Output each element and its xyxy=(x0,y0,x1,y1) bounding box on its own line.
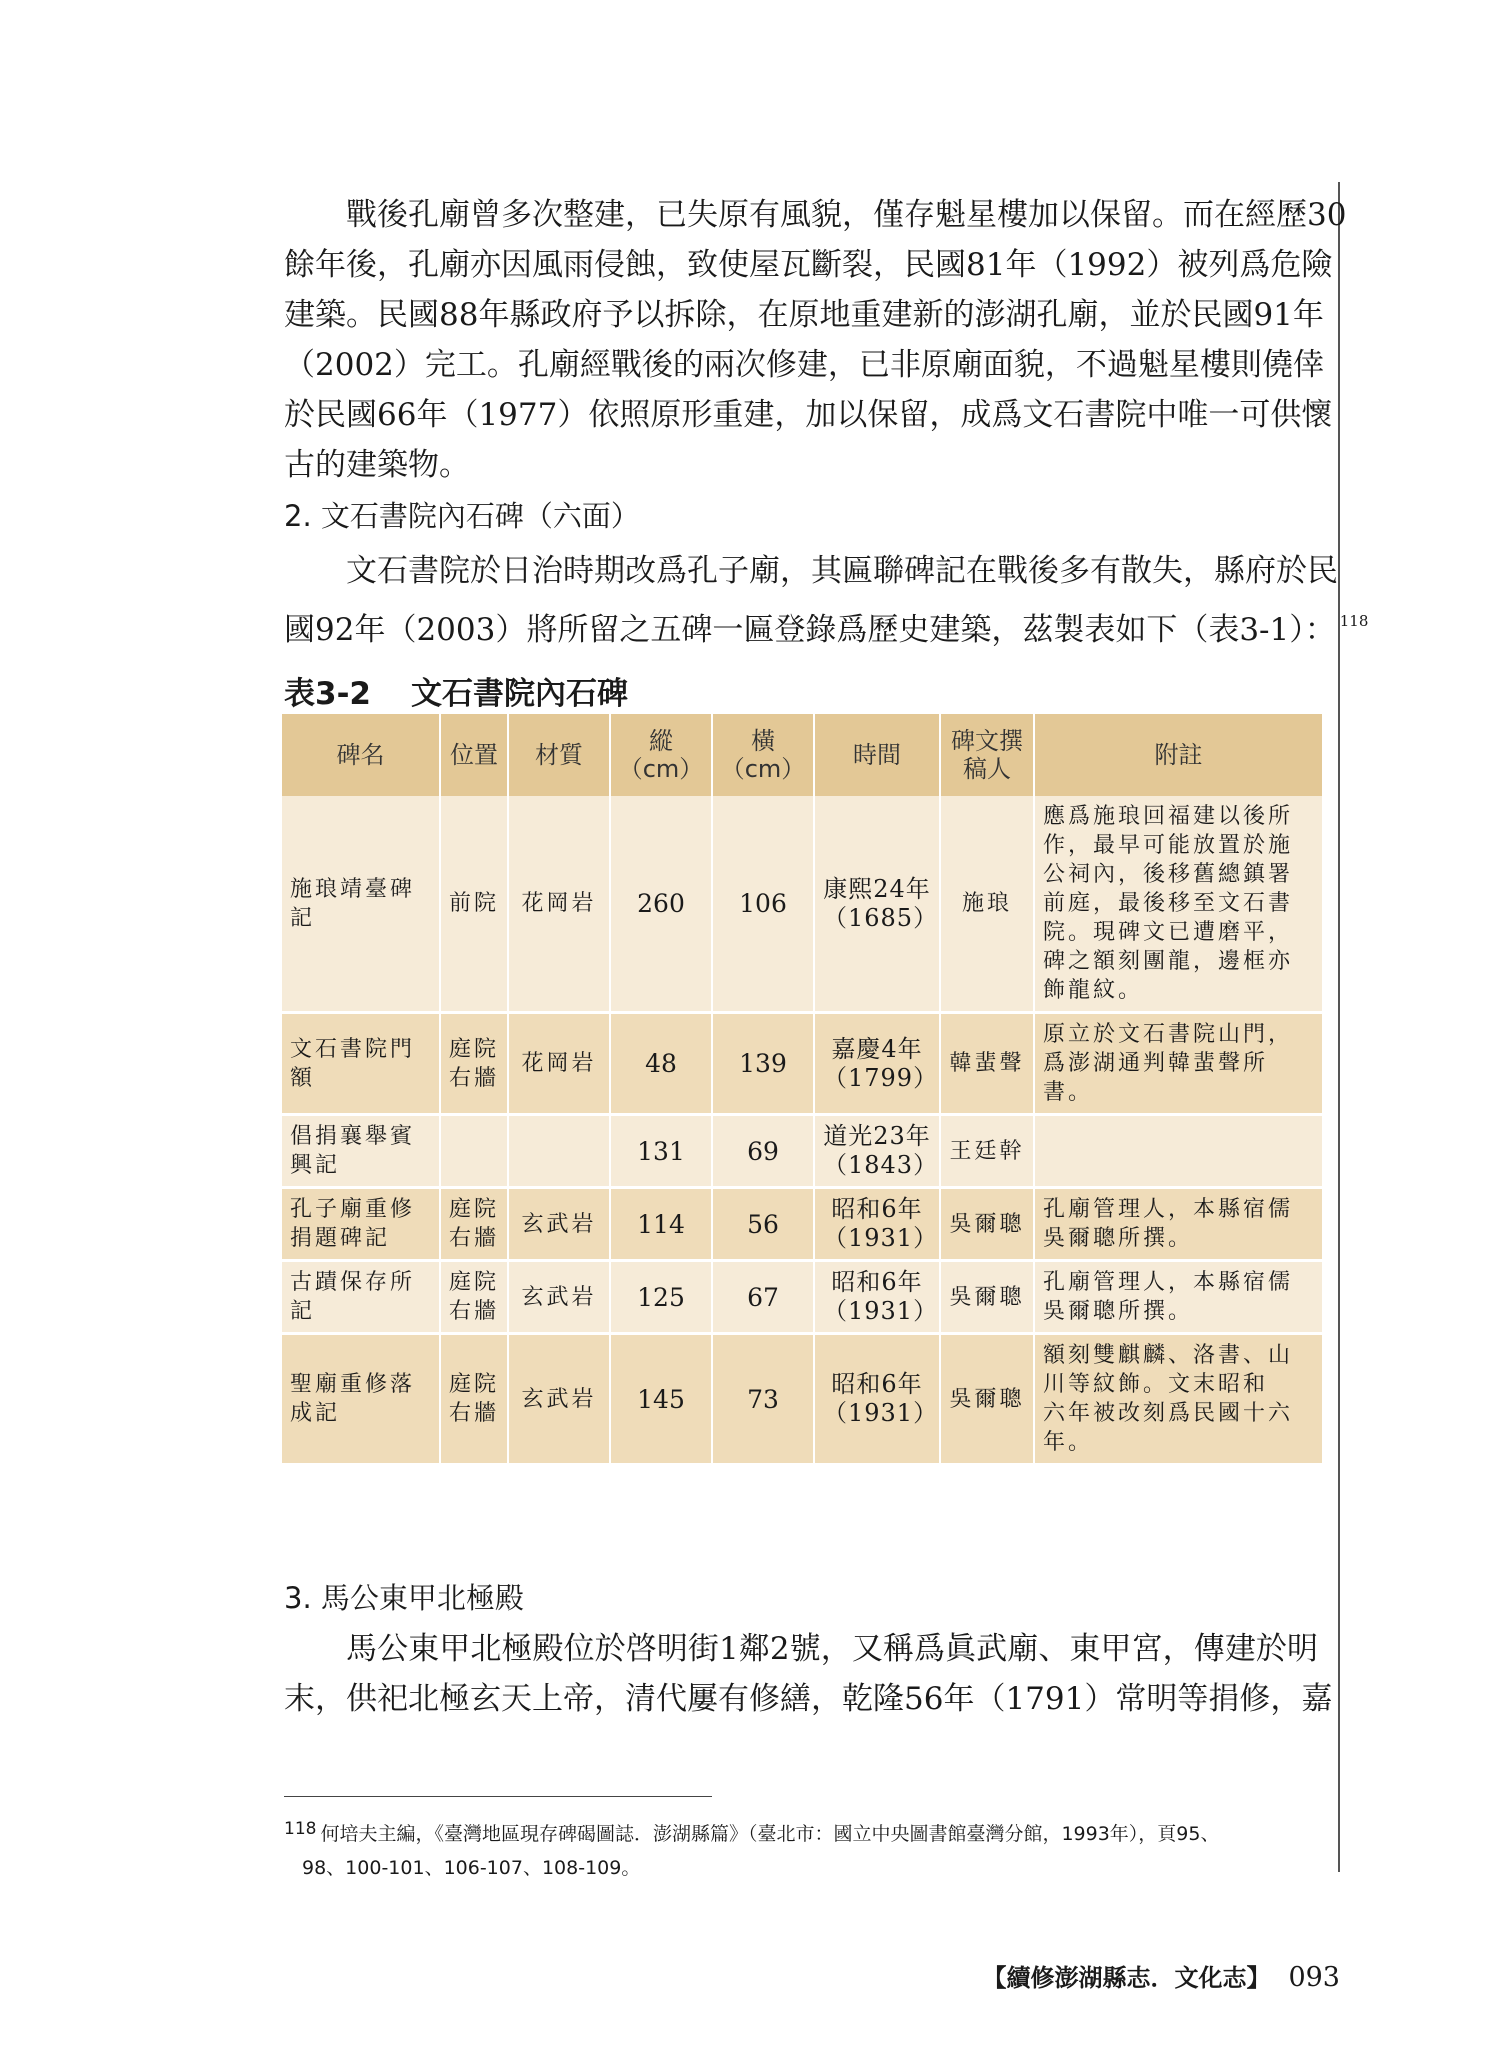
cell-height: 114 xyxy=(610,1188,712,1261)
cell-width: 56 xyxy=(712,1188,814,1261)
cell-author: 王廷幹 xyxy=(940,1115,1034,1188)
cell-stele-name xyxy=(282,1188,440,1261)
cell-note xyxy=(1034,796,1322,1013)
cell-location xyxy=(440,1261,508,1334)
column-header xyxy=(282,714,440,796)
text-line: （2002）完工。孔廟經戰後的兩次修建，已非原廟面貌，不過魁星樓則僥倖 xyxy=(284,347,1324,383)
cell-location xyxy=(440,1334,508,1465)
text-line: 餘年後，孔廟亦因風雨侵蝕，致使屋瓦斷裂，民國81年（1992）被列爲危險 xyxy=(284,247,1333,283)
cell-note xyxy=(1034,1013,1322,1115)
column-header-text: 附註 xyxy=(1154,741,1203,769)
column-header-text: （cm） xyxy=(618,755,704,783)
cell-date xyxy=(814,1188,940,1261)
cell-stele-name xyxy=(282,1013,440,1115)
cell-stele-name xyxy=(282,796,440,1013)
table-row xyxy=(282,1334,1322,1465)
cell-width: 67 xyxy=(712,1261,814,1334)
cell-location-line: 庭院 xyxy=(449,1270,500,1295)
cell-note-line: 碑之額刻團龍，邊框亦 xyxy=(1043,949,1294,974)
cell-date-line: （1931） xyxy=(823,1399,939,1427)
cell-location-line: 庭院 xyxy=(449,1372,500,1397)
table-caption xyxy=(284,668,628,713)
footnote-118 xyxy=(284,1812,1324,1885)
column-header xyxy=(440,714,508,796)
table-row xyxy=(282,1261,1322,1334)
text-line: 建築。民國88年縣政府予以拆除，在原地重建新的澎湖孔廟，並於民國91年 xyxy=(284,297,1324,333)
column-header xyxy=(814,714,940,796)
cell-location-line: 右牆 xyxy=(449,1226,500,1251)
cell-note xyxy=(1034,1334,1322,1465)
cell-author: 吳爾聰 xyxy=(940,1188,1034,1261)
cell-date xyxy=(814,1334,940,1465)
cell-date-line: （1931） xyxy=(823,1224,939,1252)
cell-note-line: 吳爾聰所撰。 xyxy=(1043,1226,1194,1251)
cell-stele-name xyxy=(282,1261,440,1334)
page-number: 093 xyxy=(1288,1962,1340,1993)
cell-location xyxy=(440,1115,508,1188)
table-header-row xyxy=(282,714,1322,796)
cell-note-line: 公祠內，後移舊總鎮署 xyxy=(1043,862,1294,887)
cell-material: 玄武岩 xyxy=(508,1261,610,1334)
cell-width: 69 xyxy=(712,1115,814,1188)
cell-location-line: 庭院 xyxy=(449,1197,500,1222)
footnote-text: 何培夫主編，《臺灣地區現存碑碣圖誌．澎湖縣篇》（臺北市：國立中央圖書館臺灣分館，1993年），頁95、 xyxy=(320,1823,1220,1845)
table-row xyxy=(282,1188,1322,1261)
cell-note-line: 六年被改刻爲民國十六 xyxy=(1043,1401,1294,1426)
cell-author: 吳爾聰 xyxy=(940,1334,1034,1465)
paragraph-wenshi-steles xyxy=(284,546,1369,655)
table-number: 表3-2 xyxy=(284,676,372,712)
cell-location-line: 右牆 xyxy=(449,1299,500,1324)
cell-stele-name-line: 記 xyxy=(290,1299,316,1324)
cell-note-line: 作，最早可能放置於施 xyxy=(1043,833,1294,858)
column-header xyxy=(610,714,712,796)
cell-note xyxy=(1034,1261,1322,1334)
cell-stele-name-line: 施琅靖臺碑 xyxy=(290,876,416,902)
cell-author: 韓蜚聲 xyxy=(940,1013,1034,1115)
column-header xyxy=(508,714,610,796)
cell-note xyxy=(1034,1115,1322,1188)
section-heading-beiji-temple: 3. 馬公東甲北極殿 xyxy=(284,1581,524,1615)
column-header-text: 橫 xyxy=(751,727,775,755)
cell-note-line: 飾龍紋。 xyxy=(1043,978,1144,1003)
cell-location xyxy=(440,1188,508,1261)
running-footer xyxy=(982,1958,1340,1993)
paragraph-confucius-temple xyxy=(284,190,1347,490)
text-line: 國92年（2003）將所留之五碑一匾登錄爲歷史建築，茲製表如下（表3-1）： $^{118}$ xyxy=(284,612,1369,648)
cell-note-line: 書。 xyxy=(1043,1080,1094,1105)
column-header-text: 材質 xyxy=(535,741,583,769)
column-header-text: 碑名 xyxy=(336,741,385,769)
cell-note-line: 額刻雙麒麟、洛書、山 xyxy=(1043,1343,1294,1368)
cell-date-line: （1685） xyxy=(823,903,939,932)
cell-date xyxy=(814,1261,940,1334)
column-header xyxy=(1034,714,1322,796)
cell-note-line: 前庭，最後移至文石書 xyxy=(1043,891,1294,916)
cell-material: 花岡岩 xyxy=(508,796,610,1013)
cell-width: 73 xyxy=(712,1334,814,1465)
cell-location-line: 右牆 xyxy=(449,1065,500,1091)
cell-date xyxy=(814,1115,940,1188)
table-row xyxy=(282,1115,1322,1188)
table-body xyxy=(282,796,1322,1465)
cell-date-line: （1931） xyxy=(823,1297,939,1325)
footnote-continuation: 98、100-101、106-107、108-109。 xyxy=(302,1857,641,1879)
column-header-text: 時間 xyxy=(853,741,901,769)
table-row xyxy=(282,1013,1322,1115)
cell-stele-name xyxy=(282,1334,440,1465)
cell-note-line: 應爲施琅回福建以後所 xyxy=(1043,804,1294,829)
cell-stele-name-line: 記 xyxy=(290,905,316,931)
cell-note-line: 川等紋飾。文末昭和 xyxy=(1043,1372,1269,1397)
cell-date xyxy=(814,1013,940,1115)
cell-material: 玄武岩 xyxy=(508,1334,610,1465)
column-header-text: 稿人 xyxy=(963,755,1011,783)
cell-height: 145 xyxy=(610,1334,712,1465)
cell-date-line: （1843） xyxy=(823,1151,939,1179)
stele-table xyxy=(282,714,1322,1466)
cell-height: 260 xyxy=(610,796,712,1013)
section-heading-wenshi-steles: 2. 文石書院內石碑（六面） xyxy=(284,499,640,533)
column-header-text: 位置 xyxy=(450,741,498,769)
cell-material xyxy=(508,1115,610,1188)
cell-location-line: 前院 xyxy=(449,891,500,916)
text-line: 於民國66年（1977）依照原形重建，加以保留，成爲文石書院中唯一可供懷 xyxy=(284,397,1333,433)
column-header xyxy=(940,714,1034,796)
column-header-text: （cm） xyxy=(720,755,806,783)
cell-location xyxy=(440,796,508,1013)
text-line: 馬公東甲北極殿位於啓明街1鄰2號，又稱爲眞武廟、東甲宮，傳建於明 xyxy=(346,1631,1318,1667)
cell-stele-name-line: 孔子廟重修 xyxy=(290,1197,416,1222)
cell-stele-name-line: 成記 xyxy=(290,1401,341,1426)
cell-width: 139 xyxy=(712,1013,814,1115)
footnote-number: 118 xyxy=(284,1819,317,1839)
cell-date xyxy=(814,796,940,1013)
table-row xyxy=(282,796,1322,1013)
column-header-text: 碑文撰 xyxy=(951,727,1023,755)
journal-title: 【續修澎湖縣志．文化志】 xyxy=(982,1963,1271,1992)
cell-stele-name-line: 倡捐襄舉賓 xyxy=(290,1124,416,1149)
column-header-text: 縱 xyxy=(649,727,673,755)
cell-note-line: 吳爾聰所撰。 xyxy=(1043,1299,1194,1324)
text-line: 戰後孔廟曾多次整建，已失原有風貌，僅存魁星樓加以保留。而在經歷30 xyxy=(346,197,1347,233)
paragraph-beiji-temple xyxy=(284,1624,1333,1724)
cell-note-line: 原立於文石書院山門， xyxy=(1043,1022,1294,1047)
cell-location-line: 右牆 xyxy=(449,1401,500,1426)
cell-date-line: 康熙24年 xyxy=(823,874,931,903)
cell-material: 玄武岩 xyxy=(508,1188,610,1261)
cell-location-line: 庭院 xyxy=(449,1036,500,1062)
cell-stele-name-line: 文石書院門 xyxy=(290,1036,416,1062)
cell-stele-name-line: 古蹟保存所 xyxy=(290,1270,416,1295)
cell-height: 48 xyxy=(610,1013,712,1115)
cell-author: 施琅 xyxy=(940,796,1034,1013)
cell-width: 106 xyxy=(712,796,814,1013)
cell-stele-name-line: 捐題碑記 xyxy=(290,1226,391,1251)
cell-date-line: 昭和6年 xyxy=(831,1370,923,1398)
table-title: 文石書院內石碑 xyxy=(411,676,629,712)
cell-date-line: 道光23年 xyxy=(823,1122,931,1150)
cell-note-line: 院。現碑文已遭磨平， xyxy=(1043,920,1294,945)
column-header xyxy=(712,714,814,796)
cell-stele-name-line: 聖廟重修落 xyxy=(290,1372,416,1397)
cell-date-line: 昭和6年 xyxy=(831,1195,923,1223)
text-line: 末，供祀北極玄天上帝，清代屢有修繕，乾隆56年（1791）常明等捐修，嘉 xyxy=(284,1681,1333,1717)
cell-date-line: （1799） xyxy=(823,1063,939,1092)
cell-date-line: 昭和6年 xyxy=(831,1268,923,1296)
text-line: 文石書院於日治時期改爲孔子廟，其匾聯碑記在戰後多有散失，縣府於民 xyxy=(346,553,1338,589)
cell-location xyxy=(440,1013,508,1115)
footnote-divider xyxy=(284,1796,712,1797)
cell-material: 花岡岩 xyxy=(508,1013,610,1115)
cell-note-line: 孔廟管理人，本縣宿儒 xyxy=(1043,1270,1294,1295)
text-line: 古的建築物。 xyxy=(284,447,470,483)
cell-height: 131 xyxy=(610,1115,712,1188)
cell-note-line: 爲澎湖通判韓蜚聲所 xyxy=(1043,1051,1269,1076)
cell-stele-name-line: 興記 xyxy=(290,1153,341,1178)
cell-stele-name xyxy=(282,1115,440,1188)
cell-note-line: 年。 xyxy=(1043,1430,1094,1455)
cell-date-line: 嘉慶4年 xyxy=(831,1034,923,1063)
cell-stele-name-line: 額 xyxy=(290,1065,316,1091)
cell-note xyxy=(1034,1188,1322,1261)
footnote-ref: 118 xyxy=(1339,612,1369,630)
cell-note-line: 孔廟管理人，本縣宿儒 xyxy=(1043,1197,1294,1222)
cell-height: 125 xyxy=(610,1261,712,1334)
cell-author: 吳爾聰 xyxy=(940,1261,1034,1334)
margin-rule xyxy=(1338,182,1340,1872)
